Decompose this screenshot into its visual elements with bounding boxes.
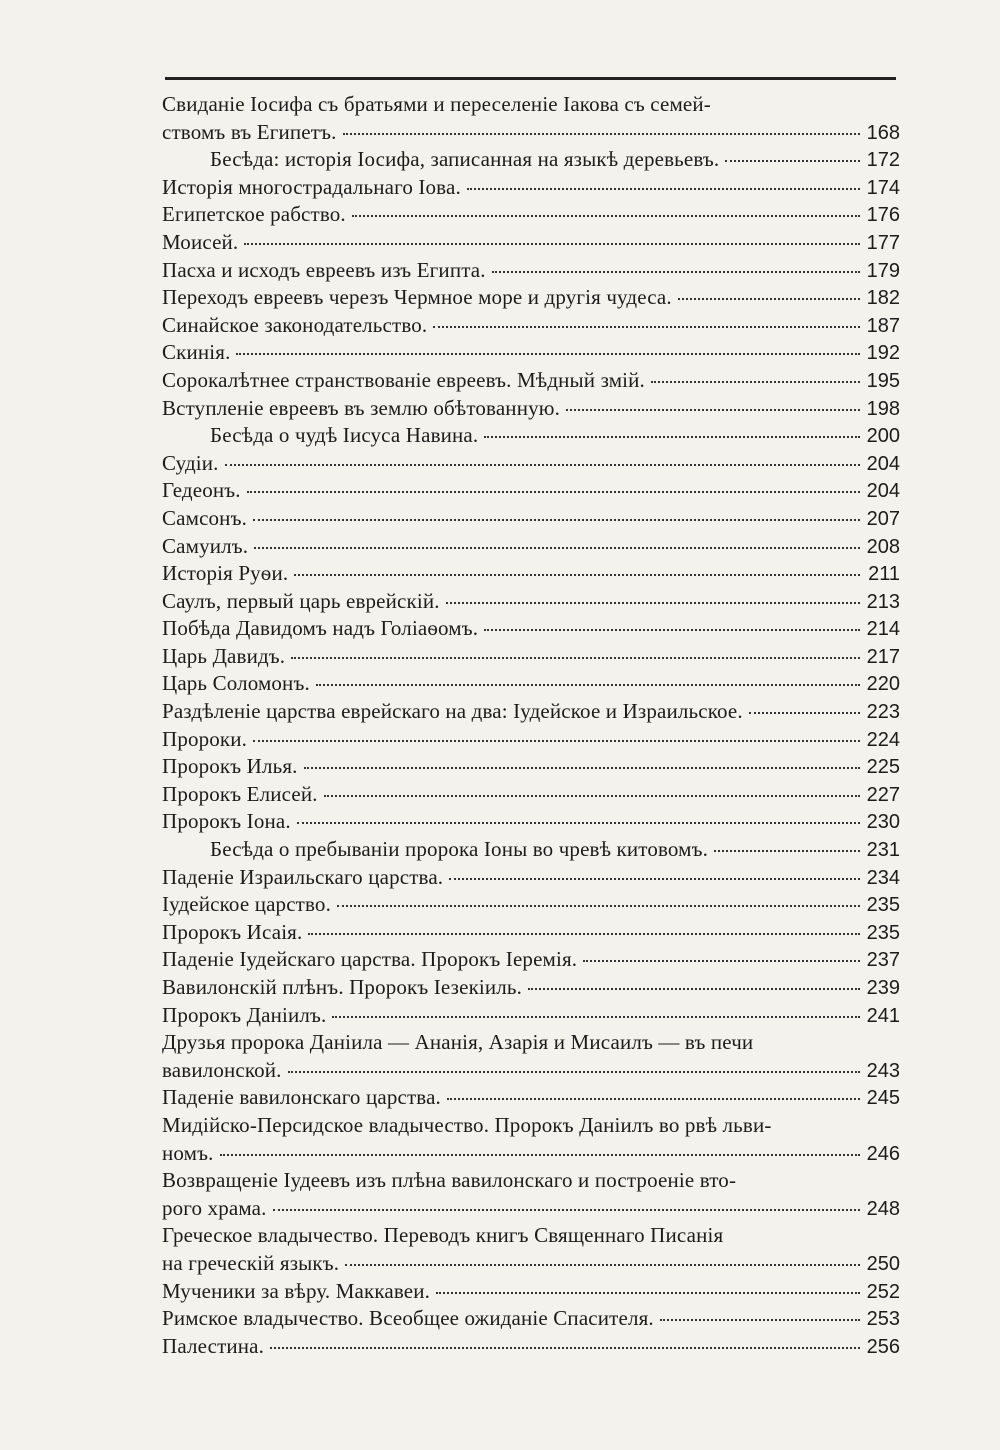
page-number: 213 — [866, 590, 900, 613]
toc-entry — [162, 753, 900, 781]
dot-leader — [725, 159, 860, 162]
toc-entry-title: Судіи. — [162, 450, 219, 475]
dot-leader — [225, 463, 860, 466]
dot-leader — [270, 1346, 860, 1349]
toc-entry-title: Мученики за вѣру. Маккавеи. — [162, 1278, 431, 1303]
toc-entry-line — [162, 864, 900, 892]
dot-leader — [651, 380, 860, 383]
toc-entry-line — [162, 726, 900, 754]
dot-leader — [352, 214, 860, 217]
page-number: 246 — [866, 1142, 900, 1165]
toc-entry-line — [162, 1140, 900, 1168]
toc-entry-line — [162, 312, 900, 340]
page-number: 230 — [866, 811, 900, 834]
toc-entry-line — [162, 1057, 900, 1085]
page-number: 237 — [866, 949, 900, 972]
page-number: 227 — [866, 783, 900, 806]
toc-entry-title: Моисей. — [162, 229, 239, 254]
toc-entry-title: Сорокалѣтнее странствованіе евреевъ. Мѣдный змій. — [162, 367, 645, 392]
toc-entry — [162, 174, 900, 202]
toc-entry-title: Паденіе Израильскаго царства. — [162, 864, 444, 889]
toc-entry-title-line: Возвращеніе Іудеевъ изъ плѣна вавилонскаго и построеніе вто- — [162, 1168, 737, 1193]
toc-entry — [162, 1029, 900, 1084]
toc-entry-title: Вступленіе евреевъ въ землю обѣтованную. — [162, 395, 560, 420]
page-number: 253 — [866, 1308, 900, 1331]
dot-leader — [324, 794, 860, 797]
toc-entry-title: номъ. — [162, 1140, 214, 1165]
toc-entry — [162, 891, 900, 919]
toc-entry-title: Палестина. — [162, 1333, 265, 1358]
toc-entry — [162, 1278, 900, 1306]
dot-leader — [678, 297, 860, 300]
toc-entry-title: Пророкъ Исаія. — [162, 919, 303, 944]
dot-leader — [749, 711, 860, 714]
header-rule — [165, 77, 896, 80]
toc-entry — [162, 588, 900, 616]
toc-entry — [162, 229, 900, 257]
toc-entry — [162, 257, 900, 285]
dot-leader — [273, 1208, 860, 1211]
toc-entry — [162, 450, 900, 478]
dot-leader — [297, 821, 860, 824]
toc-entry-title: Самсонъ. — [162, 505, 247, 530]
toc-entry — [162, 974, 900, 1002]
page-number: 207 — [866, 507, 900, 530]
toc-entry-line — [162, 891, 900, 919]
page-number: 235 — [866, 921, 900, 944]
dot-leader — [714, 849, 860, 852]
toc-entry-title: Царь Соломонъ. — [162, 671, 310, 696]
toc-entry — [162, 367, 900, 395]
toc-entry — [162, 91, 900, 146]
dot-leader — [436, 1291, 860, 1294]
toc-entry-line — [162, 974, 900, 1002]
toc-entry-line — [162, 339, 900, 367]
page-number: 250 — [866, 1252, 900, 1275]
toc-entry — [162, 312, 900, 340]
dot-leader — [337, 904, 860, 907]
toc-entry-line — [162, 1084, 900, 1112]
page-number: 245 — [866, 1087, 900, 1110]
page-number: 172 — [866, 149, 900, 172]
dot-leader — [236, 352, 860, 355]
toc-entry-title: Исторія Руѳи. — [162, 561, 289, 586]
toc-entry — [162, 726, 900, 754]
toc-entry-line — [162, 395, 900, 423]
toc-entry-line — [162, 781, 900, 809]
toc-entry-title: Паденіе Іудейскаго царства. Пророкъ Іеремія. — [162, 947, 578, 972]
toc-entry-title: Царь Давидъ. — [162, 643, 286, 668]
page-number: 223 — [866, 701, 900, 724]
toc-entry-title: Исторія многострадальнаго Іова. — [162, 174, 461, 199]
toc-entry-line — [162, 1002, 900, 1030]
toc-entry — [162, 1333, 900, 1361]
page-number: 239 — [866, 977, 900, 999]
toc-entry-line — [162, 174, 900, 202]
toc-entry — [162, 781, 900, 809]
dot-leader — [447, 1097, 860, 1100]
toc-entry — [162, 643, 900, 671]
dot-leader — [484, 628, 860, 631]
page-number: 176 — [866, 204, 900, 227]
toc-entry — [162, 670, 900, 698]
toc-entry — [162, 1222, 900, 1277]
toc-entry — [162, 533, 900, 561]
toc-entry-line — [162, 560, 900, 588]
dot-leader — [467, 187, 860, 190]
toc-entry — [162, 864, 900, 892]
toc-entry-title: Пророкъ Даніилъ. — [162, 1002, 327, 1027]
dot-leader — [244, 242, 860, 245]
dot-leader — [449, 877, 860, 880]
dot-leader — [316, 683, 860, 686]
toc-subentry — [162, 146, 900, 174]
page-number: 252 — [866, 1280, 900, 1303]
page-number: 208 — [866, 535, 900, 558]
toc-entry-line — [162, 229, 900, 257]
toc-entry-title-line: Греческое владычество. Переводъ книгъ Священнаго Писанія — [162, 1223, 724, 1248]
page-number: 204 — [866, 452, 900, 475]
toc-entry-line — [162, 477, 900, 505]
dot-leader — [253, 739, 860, 742]
toc-entry-line — [162, 505, 900, 533]
toc-entry-title: Бесѣда о пребываніи пророка Іоны во чревѣ китовомъ. — [210, 837, 709, 862]
dot-leader — [304, 766, 860, 769]
toc-entry-line — [162, 946, 900, 974]
toc-entry — [162, 1002, 900, 1030]
page-number: 168 — [866, 121, 900, 144]
toc-entry-title: Пророкъ Илья. — [162, 754, 298, 779]
toc-entry-title: ствомъ въ Египетъ. — [162, 119, 337, 144]
toc-entry — [162, 201, 900, 229]
toc-entry — [162, 505, 900, 533]
toc-entry-title: Пасха и исходъ евреевъ изъ Египта. — [162, 257, 486, 282]
toc-entry-line — [162, 670, 900, 698]
dot-leader — [345, 1263, 860, 1266]
toc-entry-line — [162, 367, 900, 395]
dot-leader — [247, 490, 860, 493]
dot-leader — [528, 987, 860, 990]
toc-entry-title: Синайское законодательство. — [162, 312, 428, 337]
page-number: 231 — [866, 839, 900, 862]
dot-leader — [433, 325, 860, 328]
table-of-contents — [162, 91, 900, 1360]
toc-entry — [162, 395, 900, 423]
toc-entry — [162, 477, 900, 505]
dot-leader — [291, 656, 860, 659]
page-number: 187 — [866, 314, 900, 337]
toc-entry-title: вавилонской. — [162, 1057, 282, 1082]
toc-entry-line — [162, 919, 900, 947]
toc-entry-title-line: Друзья пророка Даніила — Ананія, Азарія и Мисаилъ — въ печи — [162, 1030, 754, 1055]
page-number: 235 — [866, 894, 900, 917]
toc-entry-line — [162, 643, 900, 671]
toc-entry-line — [210, 422, 900, 450]
toc-entry-title: Пророки. — [162, 726, 248, 751]
toc-entry-title: Бесѣда о чудѣ Іисуса Навина. — [210, 423, 479, 448]
toc-entry — [162, 1112, 900, 1167]
dot-leader — [294, 573, 860, 576]
page-number: 217 — [866, 645, 900, 668]
toc-entry-title: Гедеонъ. — [162, 478, 241, 503]
toc-entry-title: Раздѣленіе царства еврейскаго на два: Іудейское и Израильское. — [162, 699, 743, 724]
toc-entry-line — [162, 533, 900, 561]
toc-entry — [162, 808, 900, 836]
toc-entry-line — [162, 1333, 900, 1361]
page-number: 204 — [866, 480, 900, 503]
toc-entry-title: Паденіе вавилонскаго царства. — [162, 1085, 441, 1110]
page-number: 243 — [866, 1059, 900, 1082]
page-number: 214 — [866, 618, 900, 641]
page-number: 200 — [866, 425, 900, 448]
toc-entry-title: Бесѣда: исторія Іосифа, записанная на языкѣ деревьевъ. — [210, 147, 720, 172]
page-number: 248 — [866, 1197, 900, 1220]
dot-leader — [332, 1015, 860, 1018]
toc-entry — [162, 1305, 900, 1333]
page-number: 241 — [866, 1004, 900, 1027]
toc-entry-title: Вавилонскій плѣнъ. Пророкъ Іезекіиль. — [162, 975, 523, 999]
page-number: 211 — [868, 563, 900, 586]
toc-entry-title: Пророкъ Елисей. — [162, 781, 318, 806]
dot-leader — [308, 932, 860, 935]
page-number: 198 — [866, 397, 900, 420]
page-number: 174 — [866, 176, 900, 199]
toc-entry — [162, 919, 900, 947]
page-number: 195 — [866, 369, 900, 392]
toc-entry-title: на греческій языкъ. — [162, 1250, 340, 1275]
toc-entry-line — [162, 588, 900, 616]
dot-leader — [566, 408, 860, 411]
dot-leader — [343, 132, 861, 135]
dot-leader — [446, 601, 860, 604]
page-number: 256 — [866, 1335, 900, 1358]
toc-entry — [162, 560, 900, 588]
toc-entry-line — [162, 1278, 900, 1306]
toc-entry-title: Пророкъ Іона. — [162, 809, 291, 834]
page-number: 182 — [866, 287, 900, 310]
toc-entry — [162, 284, 900, 312]
toc-entry-title: Саулъ, первый царь еврейскій. — [162, 588, 440, 613]
toc-entry-title-line: Мидійско-Персидское владычество. Пророкъ Даніилъ во рвѣ льви- — [162, 1112, 772, 1137]
dot-leader — [220, 1153, 861, 1156]
toc-entry-line — [162, 808, 900, 836]
dot-leader — [288, 1070, 860, 1073]
toc-entry — [162, 1167, 900, 1222]
page-number: 179 — [866, 259, 900, 282]
toc-entry-title: Побѣда Давидомъ надъ Голіаѳомъ. — [162, 616, 479, 641]
toc-entry-line — [162, 698, 900, 726]
toc-entry — [162, 615, 900, 643]
toc-entry-line — [162, 1195, 900, 1223]
toc-entry-line — [162, 450, 900, 478]
toc-entry-line — [162, 284, 900, 312]
toc-entry-line — [162, 257, 900, 285]
toc-entry-title: Іудейское царство. — [162, 892, 331, 917]
toc-subentry — [162, 422, 900, 450]
page-number: 220 — [866, 673, 900, 696]
toc-entry — [162, 339, 900, 367]
toc-entry-line — [210, 146, 900, 174]
toc-entry-line — [162, 201, 900, 229]
dot-leader — [253, 518, 860, 521]
toc-entry-title: Египетское рабство. — [162, 202, 346, 227]
toc-entry-line — [162, 615, 900, 643]
toc-entry — [162, 946, 900, 974]
dot-leader — [254, 546, 860, 549]
toc-entry — [162, 698, 900, 726]
toc-entry-line — [162, 1305, 900, 1333]
page-number: 224 — [866, 728, 900, 751]
toc-entry-title: Переходъ евреевъ черезъ Чермное море и другія чудеса. — [162, 285, 672, 310]
toc-entry-title: Скинія. — [162, 340, 231, 365]
page-number: 225 — [866, 756, 900, 779]
toc-entry-line — [210, 836, 900, 864]
page-number: 177 — [866, 231, 900, 254]
toc-entry-line — [162, 1250, 900, 1278]
toc-entry-title: Римское владычество. Всеобщее ожиданіе Спасителя. — [162, 1306, 654, 1331]
dot-leader — [583, 959, 860, 962]
toc-entry-title: рого храма. — [162, 1195, 267, 1220]
toc-entry-line — [162, 753, 900, 781]
dot-leader — [484, 435, 860, 438]
toc-entry-title-line: Свиданіе Іосифа съ братьями и переселеніе Іакова съ семей- — [162, 92, 711, 116]
toc-subentry — [162, 836, 900, 864]
page-number: 234 — [866, 866, 900, 889]
toc-entry-title: Самуилъ. — [162, 533, 249, 558]
toc-entry-line — [162, 119, 900, 147]
page-number: 192 — [866, 342, 900, 365]
toc-entry — [162, 1084, 900, 1112]
dot-leader — [492, 270, 860, 273]
dot-leader — [660, 1318, 860, 1321]
